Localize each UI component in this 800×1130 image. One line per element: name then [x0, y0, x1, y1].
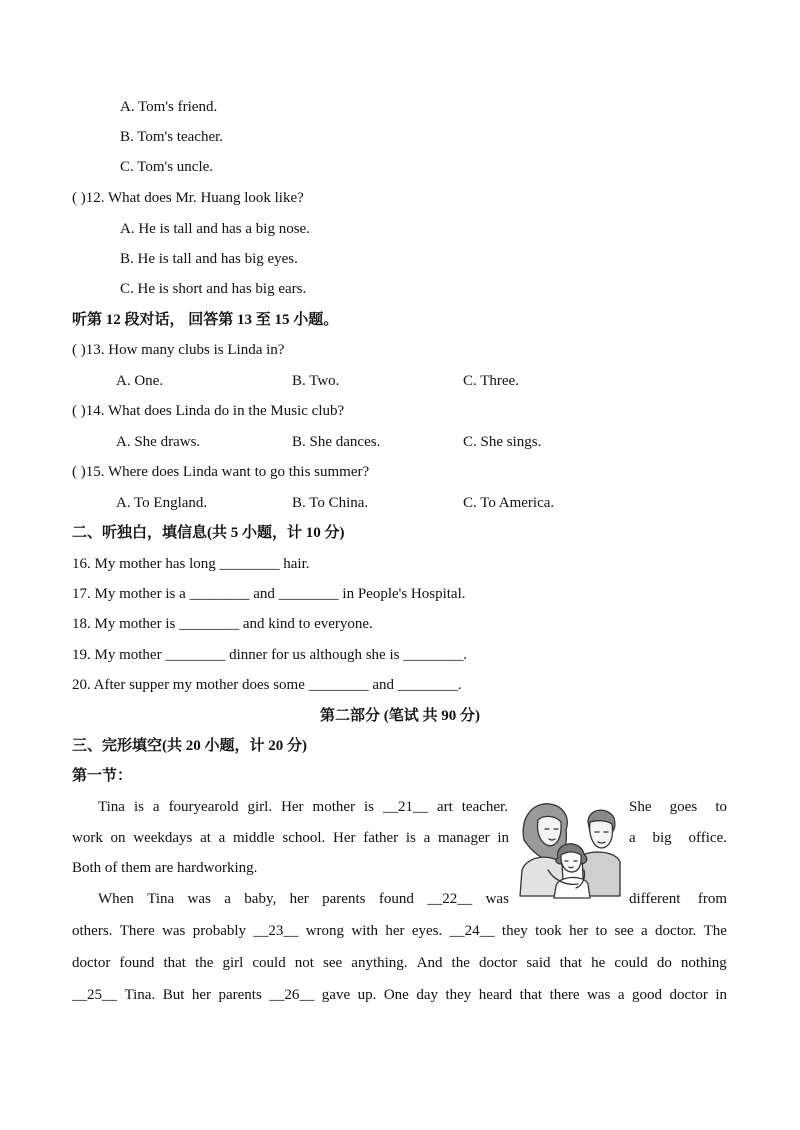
q14-stem: ( )14. What does Linda do in the Music club?: [72, 403, 345, 419]
q11-option-c: C. Tom's uncle.: [120, 159, 214, 175]
q13-option-c: C. Three.: [463, 373, 519, 389]
q13-stem: ( )13. How many clubs is Linda in?: [72, 342, 285, 358]
q14-option-b: B. She dances.: [292, 434, 381, 450]
fill-item-18: 18. My mother is ________ and kind to everyone.: [72, 616, 373, 632]
subsection-label: 第一节：: [72, 768, 133, 784]
fill-item-20: 20. After supper my mother does some ________ and ________.: [72, 677, 462, 693]
passage-line-7: __25__ Tina. But her parents __26__ gave up. One day they heard that there was a good doctor in: [72, 987, 727, 1003]
q15-option-b: B. To China.: [292, 495, 369, 511]
passage-line-2b: a big office.: [629, 830, 727, 846]
passage-line-2a: work on weekdays at a middle school. Her father is a manager in: [72, 830, 509, 846]
passage-line-1b: She goes to: [629, 799, 727, 815]
q14-option-a: A. She draws.: [116, 434, 201, 450]
passage-line-3: Both of them are hardworking.: [72, 860, 258, 876]
q15-option-c: C. To America.: [463, 495, 555, 511]
family-illustration: [518, 800, 622, 900]
section2-title: 二、听独白，填信息(共 5 小题，计 10 分): [72, 525, 345, 541]
instruction-dialogue-12: 听第 12 段对话， 回答第 13 至 15 小题。: [72, 312, 339, 328]
q11-option-a: A. Tom's friend.: [120, 99, 218, 115]
q13-option-a: A. One.: [116, 373, 164, 389]
q15-option-a: A. To England.: [116, 495, 208, 511]
q12-stem: ( )12. What does Mr. Huang look like?: [72, 190, 304, 206]
passage-line-4a: When Tina was a baby, her parents found __22__ was: [98, 891, 509, 907]
q14-option-c: C. She sings.: [463, 434, 542, 450]
q15-stem: ( )15. Where does Linda want to go this summer?: [72, 464, 370, 480]
q12-option-b: B. He is tall and has big eyes.: [120, 251, 298, 267]
section3-title: 三、完形填空(共 20 小题，计 20 分): [72, 738, 307, 754]
passage-line-1a: Tina is a fouryearold girl. Her mother is __21__ art teacher.: [98, 799, 508, 815]
passage-line-5: others. There was probably __23__ wrong with her eyes. __24__ they took her to see a doctor. The: [72, 923, 727, 939]
fill-item-16: 16. My mother has long ________ hair.: [72, 556, 310, 572]
passage-line-6: doctor found that the girl could not see anything. And the doctor said that he could do nothing: [72, 955, 727, 971]
q13-option-b: B. Two.: [292, 373, 340, 389]
fill-item-19: 19. My mother ________ dinner for us although she is ________.: [72, 647, 467, 663]
passage-line-4b: different from: [629, 891, 727, 907]
q12-option-c: C. He is short and has big ears.: [120, 281, 307, 297]
fill-item-17: 17. My mother is a ________ and ________ in People's Hospital.: [72, 586, 466, 602]
q12-option-a: A. He is tall and has a big nose.: [120, 221, 310, 237]
q11-option-b: B. Tom's teacher.: [120, 129, 224, 145]
part2-title: 第二部分 (笔试 共 90 分): [320, 708, 480, 724]
